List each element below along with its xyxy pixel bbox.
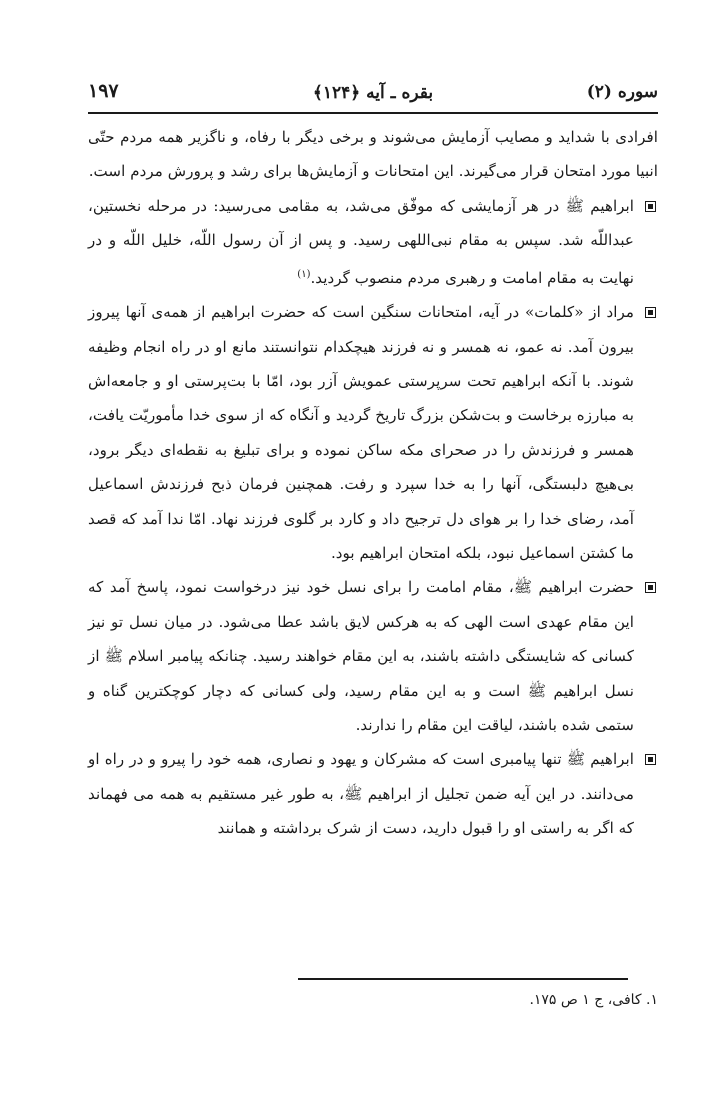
- paragraph-3-text: مراد از «کلمات» در آیه، امتحانات سنگین است که حضرت ابراهیم از همه‌ی آنها پیروز بیرون آمد. نه عمو، نه همسر و نه فرزند هیچکدام نتوانستند مانع او در راه انجام وظیفه شوند. با آنکه ابراهیم تحت سرپرستی عمویش آزر بود، امّا با بت‌پرستی او و جامعه‌اش به مبارزه برخاست و بت‌شکن بزرگ تاریخ گردید و آنگاه که از سوی خدا مأموریّت یافت، همسر و فرزندش را در صحرای مکه ساکن نموده و برای تبلیغ به نقطه‌ای دیگر برود، بی‌هیچ دلبستگی، آنها را به خدا سپرد و رفت. همچنین فرمان ذبح فرزندش اسماعیل آمد، رضای خدا را بر هوای دل ترجیح داد و کارد بر گلوی فرزند نهاد. امّا ندا آمد که قصد ما کشتن اسماعیل نبود، بلکه امتحان ابراهیم بود.: [88, 303, 634, 562]
- paragraph-3: [88, 295, 658, 570]
- square-bullet-icon: [645, 582, 656, 593]
- paragraph-4-text: حضرت ابراهیم ﷺ، مقام امامت را برای نسل خود نیز درخواست نمود، پاسخ آمد که این مقام عهدی است الهی که به هرکس لایق باشد عطا می‌شود. در میان نسل تو نیز کسانی که شایستگی داشته باشند، به این مقام خواهند رسید. چنانکه پیامبر اسلام ﷺ از نسل ابراهیم ﷺ است و به این مقام رسید، ولی کسانی که دچار کوچکترین گناه و ستمی شده باشند، لیاقت این مقام را ندارند.: [88, 578, 634, 734]
- paragraph-4: [88, 570, 658, 742]
- paragraph-2-text: ابراهیم ﷺ در هر آزمایشی که موفّق می‌شد، به مقامی می‌رسید: در مرحله نخستین، عبداللّه شد. سپس به مقام نبی‌اللهی رسید. و پس از آن رسول اللّه، خلیل اللّه و در نهایت به مقام امامت و رهبری مردم منصوب گردید.: [88, 196, 634, 287]
- page-header: [88, 78, 658, 112]
- paragraph-1-text: افرادی با شداید و مصایب آزمایش می‌شوند و برخی دیگر با رفاه، و ناگزیر همه مردم حتّی انبیا مورد امتحان قرار می‌گیرند. این امتحانات و آزمایش‌ها برای رشد و پرورش مردم است.: [88, 128, 658, 181]
- header-divider: [88, 112, 658, 114]
- book-page: [88, 78, 658, 846]
- surah-label: سوره (۲): [586, 82, 658, 102]
- square-bullet-icon: [645, 754, 656, 765]
- body-text: [88, 120, 658, 846]
- paragraph-5: [88, 742, 658, 845]
- square-bullet-icon: [645, 307, 656, 318]
- square-bullet-icon: [645, 201, 656, 212]
- footnote-ref: (۱): [297, 268, 311, 280]
- footnote-divider: [298, 978, 628, 980]
- paragraph-2: [88, 189, 658, 295]
- paragraph-1: [88, 120, 658, 189]
- verse-title: بقره ـ آیه ﴿۱۲۴﴾: [312, 83, 434, 103]
- paragraph-5-text: ابراهیم ﷺ تنها پیامبری است که مشرکان و یهود و نصاری، همه خود را پیرو و در راه او می‌دانند. در این آیه ضمن تجلیل از ابراهیم ﷺ، به طور غیر مستقیم به همه می فهماند که اگر به راستی او را قبول دارید، دست از شرک برداشته و همانند: [88, 750, 634, 838]
- footnote: ۱. کافی، ج ۱ ص ۱۷۵.: [529, 992, 658, 1008]
- page-number: ۱۹۷: [88, 80, 119, 102]
